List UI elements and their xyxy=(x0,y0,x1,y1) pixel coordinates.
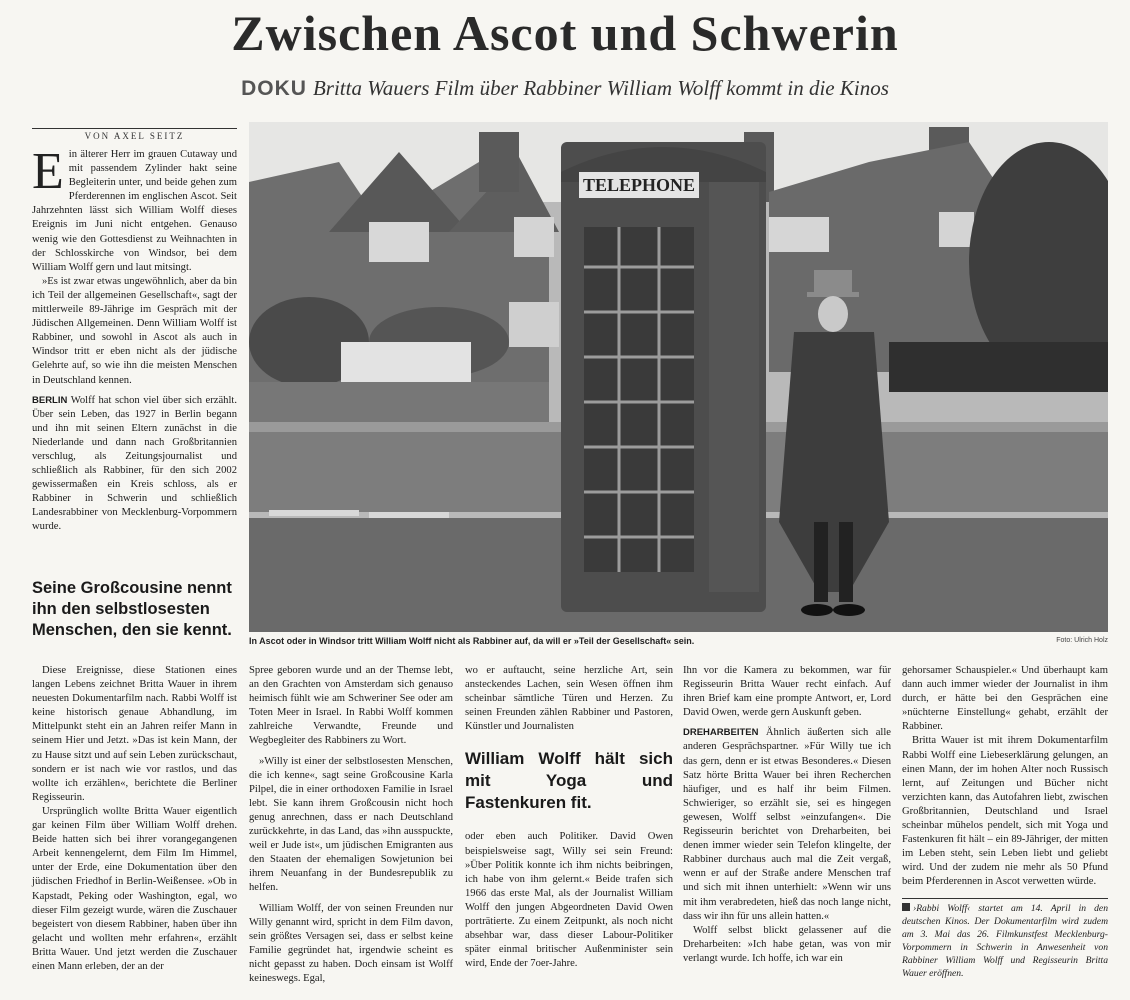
info-marker-icon xyxy=(902,903,910,911)
info-box-text: ›Rabbi Wolff‹ startet am 14. April in den deutschen Kinos. Der Dokumentarfilm wird zudem am 3. Mai das 26. Filmkunstfest Mecklenburg-Vorpommern in Schwerin in Anwesenheit von Rabbiner William Wolff und Regisseurin Britta Wauer eröffnen. xyxy=(902,902,1108,979)
paragraph xyxy=(32,394,237,535)
text-column-4 xyxy=(683,664,891,966)
headline: Zwischen Ascot und Schwerin xyxy=(231,5,899,61)
paragraph: Diese Ereignisse, diese Stationen eines langen Lebens zeichnet Britta Wauer in ihrem neuesten Dokumentarfilm nach. Rabbi Wolff ist keine historisch genaue Abhandlung, im Mittelpunkt steht ein an Jahren reifer Mann in seinem Hier und Jetzt. »Das ist kein Mann, der zu Hause sitzt und auf sein Leben zurückschaut, sondern er ist nach wie vor rastlos, und das wollte ich erzählen«, berichtete die Berliner Regisseurin. xyxy=(32,665,237,803)
text-column-5 xyxy=(902,664,1108,980)
sub-headline: William Wolff hält sich mit Yoga und Fastenkuren fit. xyxy=(465,749,673,813)
paragraph xyxy=(683,726,891,923)
subline xyxy=(0,76,1130,101)
photo-credit: Foto: Ulrich Holz xyxy=(1056,637,1108,644)
paragraph: gehorsamer Schauspieler.« Und überhaupt kam dann auch immer wieder der Journalist in ihm durch, er hätte bei den Gesprächen eine »nüchterne Einstellung« gehabt, erzählt der Rabbiner. xyxy=(902,665,1108,733)
photo-caption: In Ascot oder in Windsor tritt William Wolff nicht als Rabbiner auf, da will er »Teil der Gesellschaft« sein. xyxy=(249,636,695,646)
info-box xyxy=(902,898,1108,980)
paragraph-lead-word: BERLIN xyxy=(32,394,68,406)
paragraph-text: Ähnlich äußerten sich alle anderen Gesprächspartner. »Für Willy tue ich das gern, denn er ist etwas Besonderes.« Diesen Satz hörte Britta Wauer bei ihren Recherchen häufiger, und es half ihr beim Filmen. Schwieriger, so erzählt sie, sei es hingegen gewesen, Wolff selbst »einzufangen«. Die Regisseurin berichtet von Dreharbeiten, bei denen immer wieder sein Telefon klingelte, der Rabbiner durchaus auch mal die Zeit vergaß, wenn er auf der Straße andere Menschen traf und sich mit ihnen unterhielt: »Wenn wir uns mit ihm verabredeten, hieß das noch lange nicht, dass wir ihn für uns allein hatten.« xyxy=(683,727,891,922)
paragraph-lead-word: DREHARBEITEN xyxy=(683,727,759,739)
section-kicker: DOKU xyxy=(241,77,307,100)
paragraph: Ursprünglich wollte Britta Wauer eigentlich gar keinen Film über William Wolff drehen. Beide hatten sich bei ihrer vorangegangenen Arbeit kennengelernt, dem Film Im Himmel, unter der Erde, eine Dokumentation über den jüdischen Friedhof in Berlin-Weißensee. »Ob in Kapstadt, Peking oder Washington, egal, wo dieser Film gezeigt wurde, wären die Zuschauer begeistert von diesem Rabbiner, haben über ihn gelacht und wollten mehr erfahren«, erzählt Britta Wauer. Und jetzt werden die Zuschauer einen Mann erleben, der an der xyxy=(32,805,237,972)
article-photo xyxy=(249,122,1108,632)
photo-illustration xyxy=(249,122,1108,632)
booth-sign: TELEPHONE xyxy=(582,175,696,195)
paragraph: wo er auftaucht, seine herzliche Art, sein ansteckendes Lachen, sein Wesen öffnen ihm scheinbar sämtliche Türen und Herzen. Zu seinen Freunden zählen Rabbiner und Pastoren, Künstler und Journalisten xyxy=(465,665,673,733)
paragraph: Wolff selbst blickt gelassener auf die Dreharbeiten: »Ich habe getan, was von mir verlangt wurde. Ich hoffe, ich war ein xyxy=(683,924,891,964)
text-column-1 xyxy=(32,664,237,974)
paragraph: »Es ist zwar etwas ungewöhnlich, aber da bin ich Teil der allgemeinen Gesellschaft«, sagt der mittlerweile 89-Jährige im Gespräch mit der Jüdischen Allgemeinen. Denn William Wolff ist Rabbiner, und sowohl in Ascot als auch in Windsor tritt er eben nicht als der jüdische Gelehrte auf, so wie ihn die meisten Menschen in Deutschland kennen. xyxy=(32,275,237,386)
paragraph: Spree geboren wurde und an der Themse lebt, an den Grachten von Amsterdam sich genauso heimisch fühlt wie am Schweriner See oder am Toten Meer in Israel. In Rabbi Wolff kommen zahlreiche Verwandte, Freunde und Wegbegleiter des Rabbiners zu Wort. xyxy=(249,665,453,747)
paragraph: »Willy ist einer der selbstlosesten Menschen, die ich kenne«, sagt seine Großcousine Karla Pilpel, die in einer orthodoxen Familie in Israel lebt. Sie kann ihrem Großcousin nicht hoch genug anrechnen, dass er nach Deutschland zurückkehrte, in das Land, das »ihn ausspuckte, weil er Jude ist«, um jüdischen Emigranten aus den Staaten der ehemaligen Sowjetunion bei ihrem Neuanfang in der Bundesrepublik zu helfen. xyxy=(249,755,453,894)
drop-cap: E xyxy=(32,143,64,200)
subline-text: Britta Wauers Film über Rabbiner William Wolff kommt in die Kinos xyxy=(312,76,889,100)
byline: VON AXEL SEITZ xyxy=(84,131,185,141)
text-column-2 xyxy=(249,664,453,986)
pull-quote: Seine Großcousine nennt ihn den selbstlosesten Menschen, den sie kennt. xyxy=(32,579,232,639)
paragraph: Ihn vor die Kamera zu bekommen, war für Regisseurin Britta Wauer recht einfach. Auf ihren Brief kam eine prompte Antwort, er, Lord David Owen, werde gern Auskunft geben. xyxy=(683,665,891,719)
lead-column xyxy=(32,143,237,535)
paragraph: William Wolff, der von seinen Freunden nur Willy genannt wird, spricht in dem Film davon, sein größtes Versagen sei, dass er selbst keine Familie gegründet hat, irgendwie scheint es nicht gepasst zu haben. Doch einsam ist Wolff keineswegs. Egal, xyxy=(249,902,453,984)
byline-rule xyxy=(32,128,237,129)
lead-paragraph: in älterer Herr im grauen Cutaway und mit passendem Zylinder hakt seine Begleiterin unter, und beide gehen zum Pferderennen im englischen Ascot. Seit Jahrzehnten lässt sich William Wolff dieses Ereignis im Juni nicht entgehen. Genauso wenig wie den Gottesdienst zu Weihnachten in der Schlosskirche von Windsor, bei dem William Wolff gern und laut mitsingt. xyxy=(32,149,237,273)
paragraph: oder eben auch Politiker. David Owen beispielsweise sagt, Willy sei sein Freund: »Über Politik konnte ich ihm nichts beibringen, ich habe von ihm gelernt.« Beide trafen sich 1966 das erste Mal, als der Journalist William Wolff den jungen Abgeordneten David Owen porträtierte. Zu einem Zeitpunkt, als noch nicht absehbar war, dass dieser Labour-Politiker später einmal britischer Außenminister sein wird, Ende der 7oer-Jahre. xyxy=(465,831,673,970)
text-column-3 xyxy=(465,664,673,971)
paragraph-text: Wolff hat schon viel über sich erzählt. Über sein Leben, das 1927 in Berlin begann und ihn mit seinen Eltern zunächst in die Niederlande und dann nach Großbritannien verschlug, als Zeitungsjournalist und schließlich als Rabbiner, für den sich 2002 gewissermaßen ein Kreis schloss, als er Rabbiner in Schwerin und schließlich Landesrabbiner von Mecklenburg-Vorpommern wurde. xyxy=(32,394,237,533)
paragraph: Britta Wauer ist mit ihrem Dokumentarfilm Rabbi Wolff eine Liebeserklärung gelungen, an einen Mann, der im hohen Alter noch Russisch lernt, auf Zeitungen und Bücher nicht verzichten kann, das Autofahren liebt, zwischen Großbritannien, Deutschland und Israel scheinbar mühelos pendelt, sich mit Yoga und Fastenkuren fit hält – ein 89-Jähriger, der mitten im Leben steht, sein Leben liebt und geliebt wird. Und der zudem nie mehr als 50 Pfund beim Pferderennen in Ascot verwetten würde. xyxy=(902,735,1108,888)
